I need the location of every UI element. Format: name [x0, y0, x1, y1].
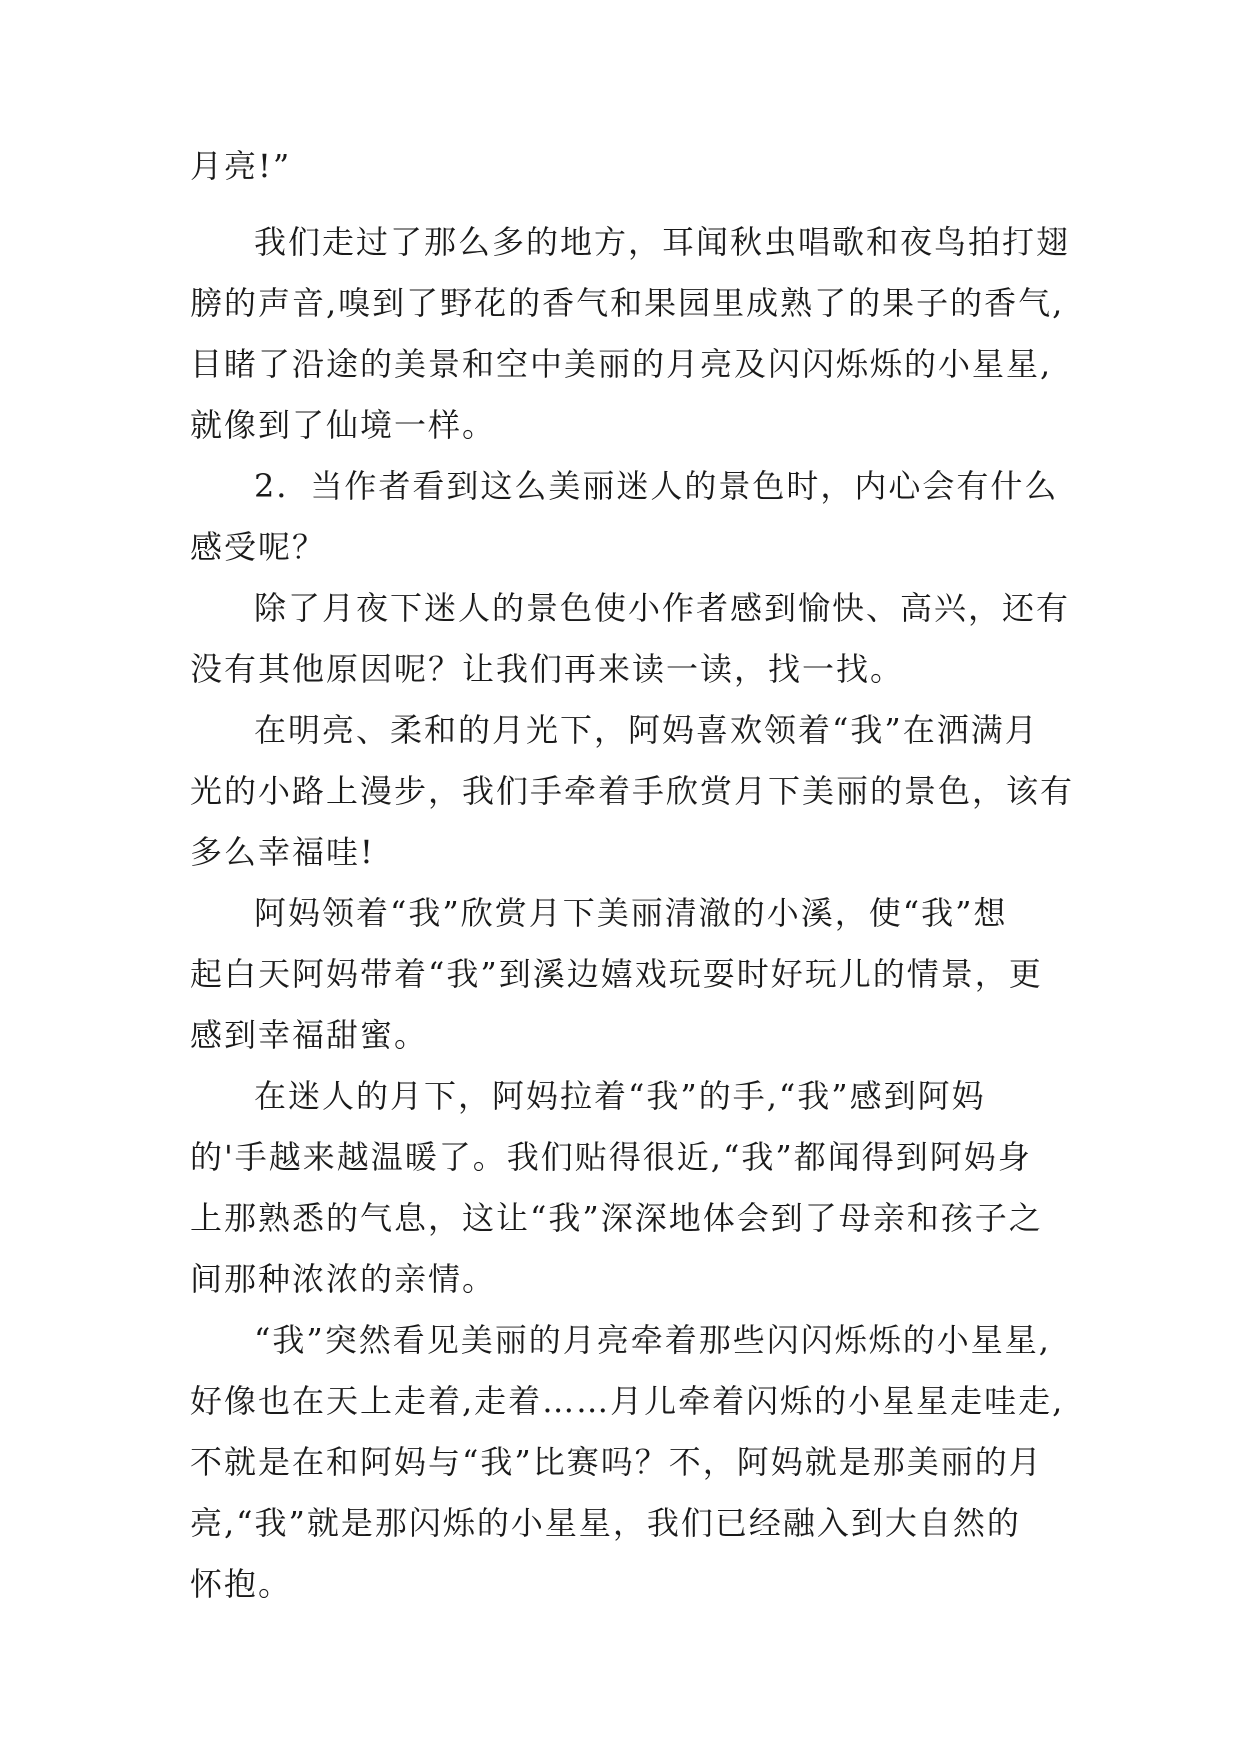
paragraph-start-line: 我们走过了那么多的地方，耳闻秋虫唱歌和夜鸟拍打翅 — [254, 223, 1071, 261]
paragraph-start-line: 在明亮、柔和的月光下，阿妈喜欢领着“我”在洒满月 — [254, 711, 1039, 749]
question-line: 2．当作者看到这么美丽迷人的景色时，内心会有什么 — [254, 467, 1059, 505]
paragraph-start-line: 阿妈领着“我”欣赏月下美丽清澈的小溪，使“我”想 — [254, 894, 1008, 932]
paragraph-start-line: “我”突然看见美丽的月亮牵着那些闪闪烁烁的小星星, — [254, 1321, 1051, 1359]
text-line: 目睹了沿途的美景和空中美丽的月亮及闪闪烁烁的小星星, — [190, 345, 1053, 383]
text-line: 没有其他原因呢？让我们再来读一读，找一找。 — [190, 650, 905, 688]
text-line: 多么幸福哇! — [190, 833, 375, 871]
text-line: 光的小路上漫步，我们手牵着手欣赏月下美丽的景色，该有 — [190, 772, 1075, 810]
paragraph-start-line: 除了月夜下迷人的景色使小作者感到愉快、高兴，还有 — [254, 589, 1071, 627]
text-line: 感受呢？ — [190, 528, 327, 566]
text-line: 起白天阿妈带着“我”到溪边嬉戏玩耍时好玩儿的情景，更 — [190, 955, 1043, 993]
text-line: 间那种浓浓的亲情。 — [190, 1260, 497, 1298]
text-line: 亮,“我”就是那闪烁的小星星，我们已经融入到大自然的 — [190, 1504, 1021, 1542]
paragraph-start-line: 在迷人的月下，阿妈拉着“我”的手,“我”感到阿妈 — [254, 1077, 986, 1115]
text-line: 就像到了仙境一样。 — [190, 406, 497, 444]
text-line: 月亮!” — [190, 147, 292, 185]
text-line: 上那熟悉的气息，这让“我”深深地体会到了母亲和孩子之 — [190, 1199, 1043, 1237]
text-line: 不就是在和阿妈与“我”比赛吗？不，阿妈就是那美丽的月 — [190, 1443, 1043, 1481]
text-line: 怀抱。 — [190, 1565, 293, 1603]
text-line: 膀的声音,嗅到了野花的香气和果园里成熟了的果子的香气, — [190, 284, 1065, 322]
text-line: 好像也在天上走着,走着……月儿牵着闪烁的小星星走哇走, — [190, 1382, 1065, 1420]
text-line: 感到幸福甜蜜。 — [190, 1016, 429, 1054]
text-line: 的'手越来越温暖了。我们贴得很近,“我”都闻得到阿妈身 — [190, 1138, 1032, 1176]
